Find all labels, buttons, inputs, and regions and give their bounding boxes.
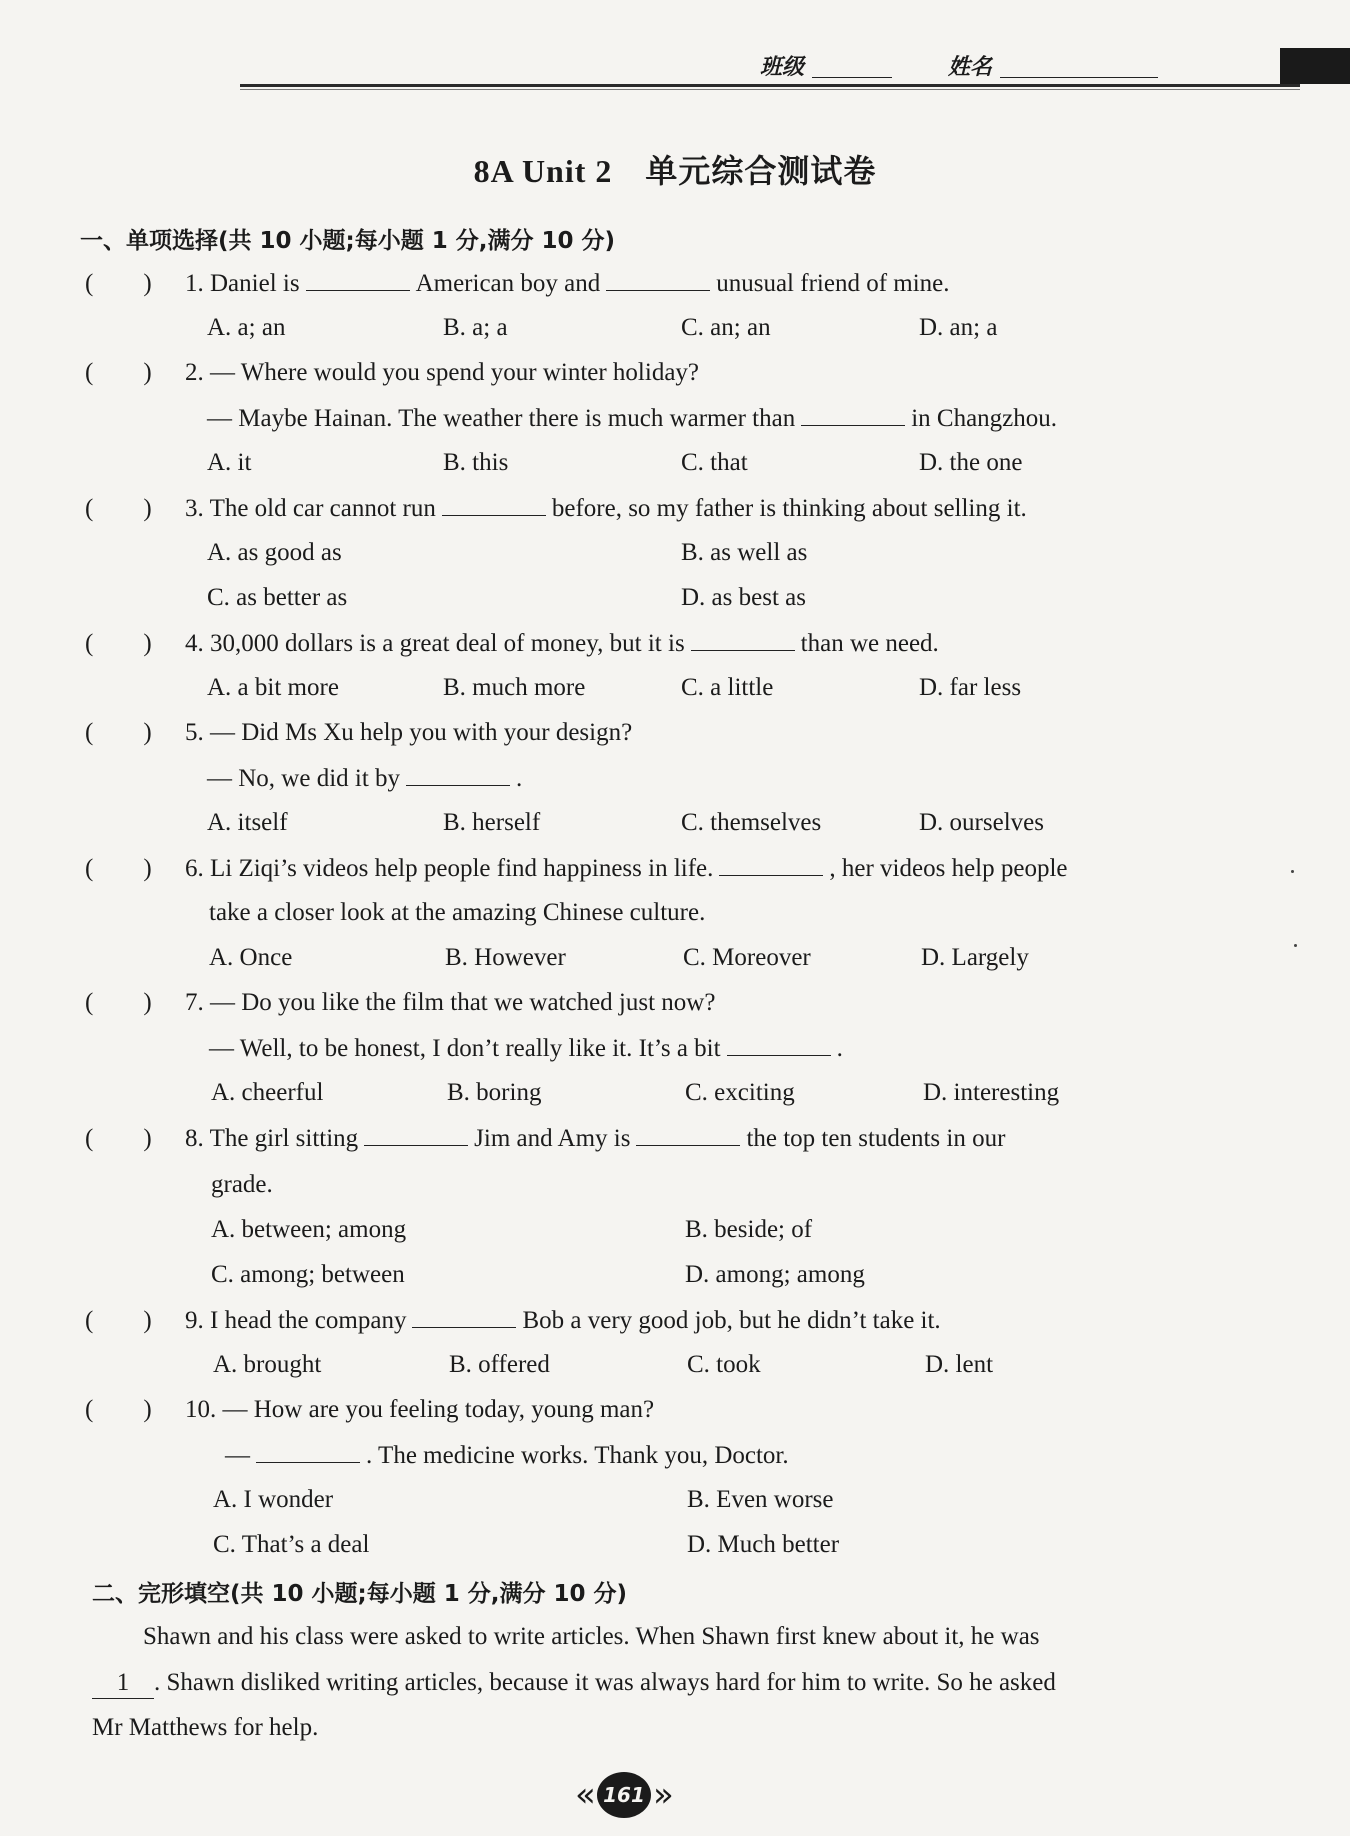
option[interactable]: D. an; a	[919, 314, 998, 341]
question-2-reply: — Maybe Hainan. The weather there is much warmer than in Changzhou.	[207, 405, 1058, 432]
option[interactable]: D. far less	[919, 674, 1022, 701]
option[interactable]: C. a little	[681, 674, 774, 701]
question-3: ( ) 3. The old car cannot run before, so my father is thinking about selling it.	[85, 495, 1027, 522]
option[interactable]: B. Even worse	[687, 1486, 834, 1513]
answer-blank[interactable]	[306, 268, 410, 291]
option[interactable]: A. between; among	[211, 1216, 407, 1243]
option[interactable]: C. that	[681, 449, 748, 476]
option[interactable]: C. an; an	[681, 314, 771, 341]
question-9: ( ) 9. I head the company Bob a very good job, but he didn’t take it.	[85, 1307, 941, 1334]
option[interactable]: A. a bit more	[207, 674, 339, 701]
option[interactable]: B. herself	[443, 809, 541, 836]
option[interactable]: A. brought	[213, 1351, 322, 1378]
option[interactable]: C. exciting	[685, 1079, 795, 1106]
answer-blank[interactable]	[364, 1123, 468, 1146]
question-7-reply: — Well, to be honest, I don’t really like it. It’s a bit .	[209, 1035, 843, 1062]
section2-heading: 二、完形填空(共 10 小题;每小题 1 分,满分 10 分)	[92, 1581, 628, 1607]
question-2: ( ) 2. — Where would you spend your winter holiday?	[85, 359, 700, 386]
question-7: ( ) 7. — Do you like the film that we watched just now?	[85, 989, 716, 1016]
header-black-tab	[1280, 48, 1350, 84]
name-label: 姓名	[948, 55, 993, 80]
option[interactable]: C. Moreover	[683, 944, 811, 971]
passage-line: Shawn and his class were asked to write articles. When Shawn first knew about it, he was	[143, 1623, 1040, 1650]
option[interactable]: D. the one	[919, 449, 1023, 476]
option[interactable]: C. as better as	[207, 584, 348, 611]
answer-blank[interactable]	[406, 763, 510, 786]
question-10: ( ) 10. — How are you feeling today, young man?	[85, 1396, 655, 1423]
chevron-left-icon: «	[575, 1775, 596, 1815]
option[interactable]: B. this	[443, 449, 509, 476]
option[interactable]: B. offered	[449, 1351, 550, 1378]
option[interactable]: A. Once	[209, 944, 293, 971]
class-label: 班级	[760, 55, 805, 80]
option[interactable]: D. ourselves	[919, 809, 1044, 836]
cloze-blank[interactable]: 1	[92, 1668, 154, 1699]
option[interactable]: D. Largely	[921, 944, 1029, 971]
answer-blank[interactable]	[636, 1123, 740, 1146]
answer-blank[interactable]	[719, 853, 823, 876]
answer-blank[interactable]	[442, 493, 546, 516]
page-number-badge	[575, 1768, 675, 1824]
option[interactable]: B. boring	[447, 1079, 542, 1106]
option[interactable]: C. That’s a deal	[213, 1531, 370, 1558]
option[interactable]: C. themselves	[681, 809, 822, 836]
passage-line: Mr Matthews for help.	[92, 1714, 319, 1741]
question-5: ( ) 5. — Did Ms Xu help you with your design?	[85, 719, 633, 746]
question-4: ( ) 4. 30,000 dollars is a great deal of money, but it is than we need.	[85, 630, 939, 657]
answer-blank[interactable]	[691, 628, 795, 651]
name-blank	[1000, 77, 1158, 78]
option[interactable]: B. However	[445, 944, 566, 971]
question-1: ( ) 1. Daniel is American boy and unusual friend of mine.	[85, 270, 950, 297]
question-8-cont: grade.	[211, 1171, 273, 1198]
option[interactable]: A. cheerful	[211, 1079, 324, 1106]
option[interactable]: D. among; among	[685, 1261, 865, 1288]
option[interactable]: A. a; an	[207, 314, 286, 341]
question-10-reply: — . The medicine works. Thank you, Doctor.	[225, 1442, 789, 1469]
header-rule	[240, 84, 1300, 87]
scan-speck	[1294, 944, 1297, 947]
header-rule-thin	[240, 89, 1300, 90]
option[interactable]: D. lent	[925, 1351, 994, 1378]
page-number: 161	[597, 1772, 651, 1818]
question-6-cont: take a closer look at the amazing Chinese culture.	[209, 899, 706, 926]
answer-blank[interactable]	[727, 1033, 831, 1056]
passage-line: 1 . Shawn disliked writing articles, because it was always hard for him to write. So he asked	[92, 1668, 1056, 1699]
option[interactable]: A. as good as	[207, 539, 342, 566]
option[interactable]: B. as well as	[681, 539, 808, 566]
option[interactable]: B. a; a	[443, 314, 508, 341]
answer-blank[interactable]	[412, 1305, 516, 1328]
option[interactable]: A. itself	[207, 809, 288, 836]
option[interactable]: A. it	[207, 449, 252, 476]
answer-blank[interactable]	[801, 403, 905, 426]
option[interactable]: B. much more	[443, 674, 586, 701]
class-blank	[812, 77, 892, 78]
chevron-right-icon: »	[653, 1775, 674, 1815]
option[interactable]: A. I wonder	[213, 1486, 334, 1513]
answer-blank[interactable]	[606, 268, 710, 291]
option[interactable]: D. as best as	[681, 584, 806, 611]
page-title: 8A Unit 2 单元综合测试卷	[473, 153, 877, 189]
question-5-reply: — No, we did it by .	[207, 765, 523, 792]
option[interactable]: C. took	[687, 1351, 761, 1378]
answer-blank[interactable]	[256, 1440, 360, 1463]
question-6: ( ) 6. Li Ziqi’s videos help people find happiness in life. , her videos help people	[85, 855, 1068, 882]
option[interactable]: B. beside; of	[685, 1216, 813, 1243]
question-8: ( ) 8. The girl sitting Jim and Amy is the top ten students in our	[85, 1125, 1006, 1152]
scan-speck	[1291, 870, 1294, 873]
option[interactable]: D. Much better	[687, 1531, 840, 1558]
option[interactable]: C. among; between	[211, 1261, 405, 1288]
option[interactable]: D. interesting	[923, 1079, 1060, 1106]
section1-heading: 一、单项选择(共 10 小题;每小题 1 分,满分 10 分)	[80, 228, 616, 254]
